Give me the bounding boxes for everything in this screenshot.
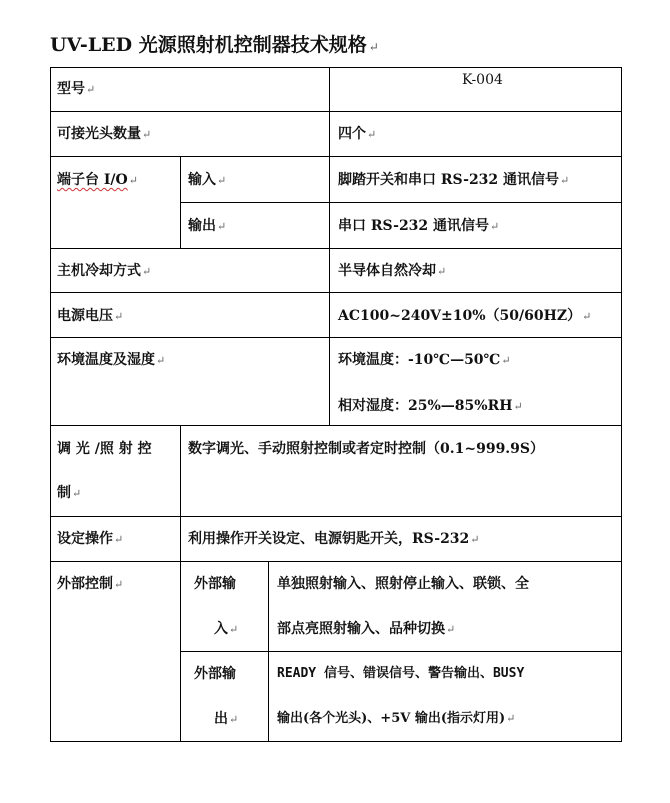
row-divider	[50, 337, 622, 338]
label-dimming-line2: 制↵	[57, 485, 82, 501]
value-heads: 四个↵	[338, 126, 377, 142]
row-divider	[50, 111, 622, 112]
label-external: 外部控制↵	[57, 576, 124, 592]
value-setting: 利用操作开关设定、电源钥匙开关，RS-232↵	[188, 531, 480, 547]
col-divider	[180, 156, 181, 249]
row-divider	[50, 425, 622, 426]
table-border-top	[50, 67, 622, 68]
col-divider	[268, 561, 269, 742]
col-divider	[180, 561, 181, 742]
value-external-output-line2: 输出(各个光头)、+5V 输出(指示灯用)↵	[277, 711, 516, 726]
paragraph-mark: ↵	[368, 40, 379, 54]
row-divider	[180, 651, 622, 652]
value-terminal-input: 脚踏开关和串口 RS-232 通讯信号↵	[338, 172, 570, 188]
col-divider	[180, 425, 181, 562]
label-environment: 环境温度及湿度↵	[57, 352, 166, 368]
label-external-input-line1: 外部输	[194, 576, 236, 592]
value-dimming: 数字调光、手动照射控制或者定时控制（0.1~999.9S）	[188, 441, 545, 457]
col-divider	[329, 156, 330, 249]
label-dimming-line1: 调 光 /照 射 控	[57, 441, 152, 457]
label-setting: 设定操作↵	[57, 531, 124, 547]
label-cooling: 主机冷却方式↵	[57, 263, 152, 279]
row-divider	[50, 156, 622, 157]
row-divider	[50, 248, 622, 249]
table-border-right	[621, 67, 622, 742]
row-divider	[50, 516, 622, 517]
label-power: 电源电压↵	[57, 308, 124, 324]
row-divider	[50, 292, 622, 293]
value-external-input-line1: 单独照射输入、照射停止输入、联锁、全	[277, 576, 529, 592]
value-terminal-output: 串口 RS-232 通讯信号↵	[338, 218, 500, 234]
value-external-input-line2: 部点亮照射输入、品种切换↵	[277, 621, 456, 637]
row-divider	[180, 202, 622, 203]
col-divider	[329, 67, 330, 157]
table-border-bottom	[50, 741, 622, 742]
title-text: UV-LED 光源照射机控制器技术规格	[50, 34, 367, 56]
label-model: 型号↵	[57, 81, 96, 97]
table-border-left	[50, 67, 51, 742]
label-heads: 可接光头数量↵	[57, 126, 152, 142]
value-humidity: 相对湿度：25%—85%RH↵	[338, 398, 523, 414]
row-divider	[50, 561, 622, 562]
value-temperature: 环境温度：-10℃—50℃↵	[338, 352, 511, 368]
label-external-input-line2: 入↵	[214, 621, 239, 637]
label-terminal-input: 输入↵	[188, 172, 227, 188]
value-external-output-line1: READY 信号、错误信号、警告输出、BUSY	[277, 666, 525, 681]
label-external-output-line2: 出↵	[214, 711, 239, 727]
value-model: K-004	[462, 72, 503, 88]
label-terminal: 端子台 I/O↵	[57, 172, 138, 188]
label-terminal-output: 输出↵	[188, 218, 227, 234]
col-divider	[329, 248, 330, 426]
value-power: AC100~240V±10%（50/60HZ）↵	[338, 308, 592, 324]
value-cooling: 半导体自然冷却↵	[338, 263, 447, 279]
label-external-output-line1: 外部输	[194, 666, 236, 682]
